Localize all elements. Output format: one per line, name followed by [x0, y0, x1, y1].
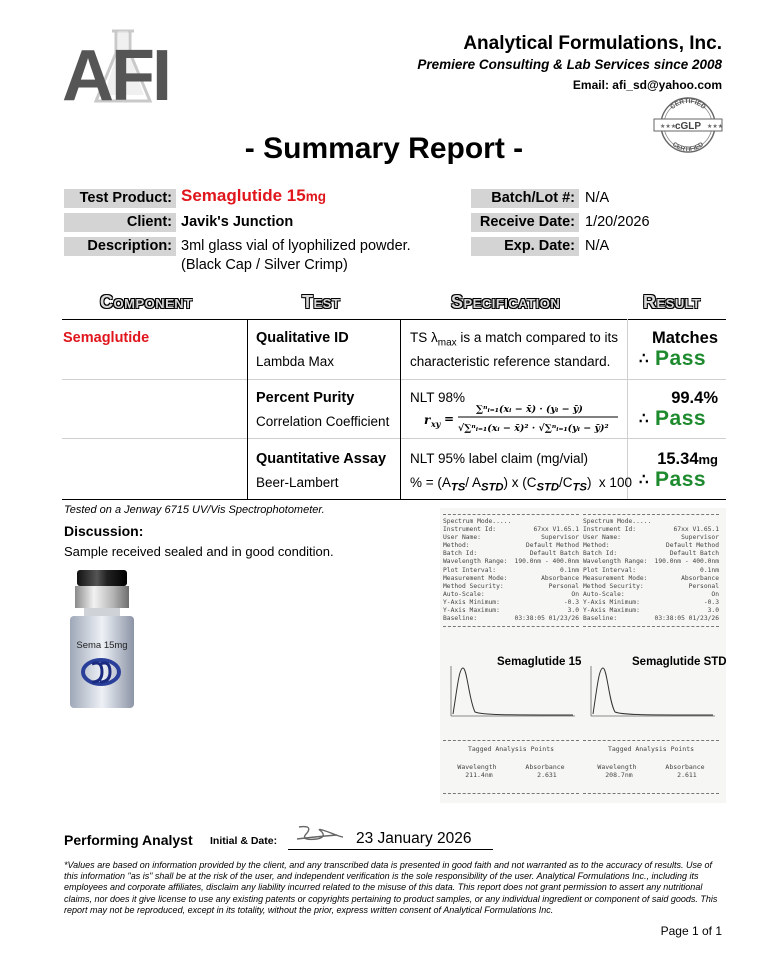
correlation-formula — [420, 398, 620, 438]
table-bottom-rule — [62, 499, 726, 500]
sample-spectrum-plot — [443, 660, 579, 724]
svg-text:√∑ⁿᵢ₌₁(xᵢ − x̄)² · √∑ⁿᵢ₌₁(yᵢ −: √∑ⁿᵢ₌₁(xᵢ − x̄)² · √∑ⁿᵢ₌₁(yᵢ − ȳ)² — [458, 423, 609, 434]
param-row: Spectrum Mode..... — [583, 518, 652, 525]
param-row: Method Security: Personal — [443, 582, 579, 590]
param-row: Baseline: 03:38:05 01/23/26 — [443, 615, 579, 623]
param-row: Batch Id: Default Batch — [583, 550, 719, 558]
afi-logo — [62, 27, 182, 105]
pass-text: Pass — [655, 347, 707, 370]
param-row: Baseline: 03:38:05 01/23/26 — [583, 615, 719, 623]
tagged-points-title: Tagged Analysis Points — [607, 745, 695, 753]
company-email: Email: afi_sd@yahoo.com — [572, 78, 722, 92]
assay-formula: % = ($A_{TS}/$ $A_{STD}$) x $(C_{STD}/C_{TS})$ x 100 — [410, 475, 632, 494]
client-label: Client: — [64, 213, 176, 232]
param-row: Method: Default Method — [583, 542, 719, 550]
param-row: Y-Axis Maximum: 3.0 — [443, 607, 579, 615]
column-header-result: Result — [643, 292, 701, 312]
param-row: Measurement Mode: Absorbance — [583, 574, 719, 582]
test-method-3: Beer-Lambert — [256, 475, 339, 490]
column-divider-1 — [247, 319, 248, 499]
param-row: Method: Default Method — [443, 542, 579, 550]
seal-bottom-text: CERTIFIED — [670, 141, 706, 154]
logo-text: AFI — [62, 36, 169, 105]
param-row: Wavelength Range: 190.0nm - 400.0nm — [583, 558, 719, 566]
absorbance-column: Absorbance — [665, 763, 705, 771]
svg-text:=: = — [444, 412, 455, 426]
discussion-text: Sample received sealed and in good condition. — [64, 544, 334, 559]
standard-tagged-points — [583, 740, 719, 794]
component-name: Semaglutide — [63, 330, 150, 346]
param-row: Auto-Scale: On — [583, 590, 719, 598]
svg-text:★★★: ★★★ — [660, 124, 677, 130]
wavelength-column: Wavelength — [457, 763, 497, 771]
spec-1-line-1: TS $\lambda_{max}$ is a match compared to its — [410, 330, 618, 349]
spec-2-line-1: NLT 98% — [410, 390, 466, 405]
test-product-label: Test Product: — [64, 189, 176, 208]
svg-text:r: r — [424, 413, 431, 427]
result-value-1: Matches — [651, 329, 718, 347]
svg-text:★★★: ★★★ — [707, 124, 724, 130]
param-row: User Name: Supervisor — [443, 534, 579, 542]
standard-spectrum-plot — [583, 660, 719, 724]
param-row: Measurement Mode: Absorbance — [443, 574, 579, 582]
analysis-date: 23 January 2026 — [356, 830, 472, 847]
standard-spectrum-label: Semaglutide STD — [632, 656, 727, 668]
pass-text: Pass — [655, 407, 707, 430]
description-label: Description: — [64, 237, 176, 256]
test-product-value — [181, 186, 326, 206]
sample-peak-absorbance: 2.631 — [537, 771, 557, 779]
analyst-signature — [293, 823, 345, 847]
product-name: Semaglutide 15 — [181, 186, 306, 205]
spec-1-line-2: characteristic reference standard. — [410, 354, 611, 369]
column-header-component: Component — [100, 292, 193, 312]
result-status-2 — [639, 407, 706, 431]
client-value: Javik's Junction — [181, 214, 294, 230]
param-row: Plot Interval: 0.1nm — [583, 566, 719, 574]
test-name-2: Percent Purity — [256, 390, 355, 406]
test-name-3: Quantitative Assay — [256, 451, 387, 467]
param-row: Batch Id: Default Batch — [443, 550, 579, 558]
seal-center-text: cGLP — [674, 121, 702, 132]
test-method-2: Correlation Coefficient — [256, 414, 390, 429]
param-row: Method Security: Personal — [583, 582, 719, 590]
absorbance-column: Absorbance — [525, 763, 565, 771]
description-line-2: (Black Cap / Silver Crimp) — [181, 257, 348, 273]
column-divider-3 — [627, 319, 628, 499]
param-row: Y-Axis Minimum: -0.3 — [443, 598, 579, 606]
standard-peak-wavelength: 208.7nm — [605, 771, 633, 779]
param-row: Plot Interval: 0.1nm — [443, 566, 579, 574]
param-row: Instrument Id: 67xx V1.65.1 — [443, 526, 579, 534]
param-row: Spectrum Mode..... — [443, 518, 512, 525]
spec-3-line-1: NLT 95% label claim (mg/vial) — [410, 451, 589, 466]
wavelength-column: Wavelength — [597, 763, 637, 771]
standard-peak-absorbance: 2.611 — [677, 771, 697, 779]
seal-top-text: CERTIFIED — [669, 97, 707, 111]
instrument-note: Tested on a Jenway 6715 UV/Vis Spectrophotometer. — [64, 504, 325, 516]
disclaimer: *Values are based on information provided by the client, and any transcribed data is presented in good faith and not warranted as to the accuracy of results. Use of this information "as is" shall be at the risk of the user, and independent verification is the sole responsibility of the user. Analytical Formulations Inc., including its employees and corporate affiliates, disclaim any liability incurred related to the misuse of this data. This report does not grant permission to assert any nutritional claims, nor does it give license to use any existing patents or copyrights pertaining to product samples, or any individual ingredient or component of said goods. This report may not be reproduced, except in its totality, without the prior, express written consent of Analytical Formulations Inc. — [64, 860, 718, 915]
sample-peak-wavelength: 211.4nm — [465, 771, 493, 779]
column-header-specification: Specification — [451, 292, 561, 312]
receive-date-value: 1/20/2026 — [585, 214, 650, 230]
result-value-3: 15.34mg — [657, 450, 718, 468]
therefore-symbol: ∴ — [639, 410, 650, 427]
receive-date-label: Receive Date: — [471, 213, 579, 232]
param-row: Instrument Id: 67xx V1.65.1 — [583, 526, 719, 534]
company-tagline: Premiere Consulting & Lab Services since 2008 — [417, 57, 722, 72]
sample-spectrum-label: Semaglutide 15 — [497, 656, 582, 668]
result-value-2: 99.4% — [671, 389, 718, 407]
product-unit: mg — [305, 189, 326, 204]
therefore-symbol: ∴ — [639, 350, 650, 367]
svg-text:xy: xy — [431, 419, 441, 429]
sample-tagged-points — [443, 740, 579, 794]
param-row: Auto-Scale: On — [443, 590, 579, 598]
svg-text:∑ⁿᵢ₌₁(xᵢ − x̄) · (yᵢ − ȳ): ∑ⁿᵢ₌₁(xᵢ − x̄) · (yᵢ − ȳ) — [476, 404, 583, 415]
column-header-test: Test — [302, 292, 341, 312]
therefore-symbol: ∴ — [639, 471, 650, 488]
param-row: User Name: Supervisor — [583, 534, 719, 542]
description-line-1: 3ml glass vial of lyophilized powder. — [181, 238, 411, 254]
standard-params-panel — [583, 514, 719, 627]
performing-analyst-label: Performing Analyst — [64, 832, 193, 848]
discussion-heading: Discussion: — [64, 523, 144, 539]
company-name: Analytical Formulations, Inc. — [463, 33, 722, 54]
page-number: Page 1 of 1 — [660, 924, 722, 938]
column-divider-2 — [400, 319, 401, 499]
initial-date-label: Initial & Date: — [210, 835, 278, 847]
pass-text: Pass — [655, 468, 707, 491]
exp-date-value: N/A — [585, 238, 610, 254]
tagged-points-title: Tagged Analysis Points — [467, 745, 555, 753]
signature-line — [288, 849, 493, 850]
vial-photo — [64, 566, 140, 713]
param-row: Wavelength Range: 190.0nm - 400.0nm — [443, 558, 579, 566]
batch-value: N/A — [585, 190, 610, 206]
test-name-1: Qualitative ID — [256, 330, 349, 346]
param-row: Y-Axis Maximum: 3.0 — [583, 607, 719, 615]
batch-label: Batch/Lot #: — [471, 189, 579, 208]
exp-date-label: Exp. Date: — [471, 237, 579, 256]
result-status-3 — [639, 468, 706, 492]
report-title: - Summary Report - — [244, 132, 524, 165]
vial-label-text: Sema 15mg — [76, 640, 128, 651]
result-status-1 — [639, 347, 706, 371]
sample-params-panel — [443, 514, 579, 627]
param-row: Y-Axis Minimum: -0.3 — [583, 598, 719, 606]
test-method-1: Lambda Max — [256, 354, 335, 369]
